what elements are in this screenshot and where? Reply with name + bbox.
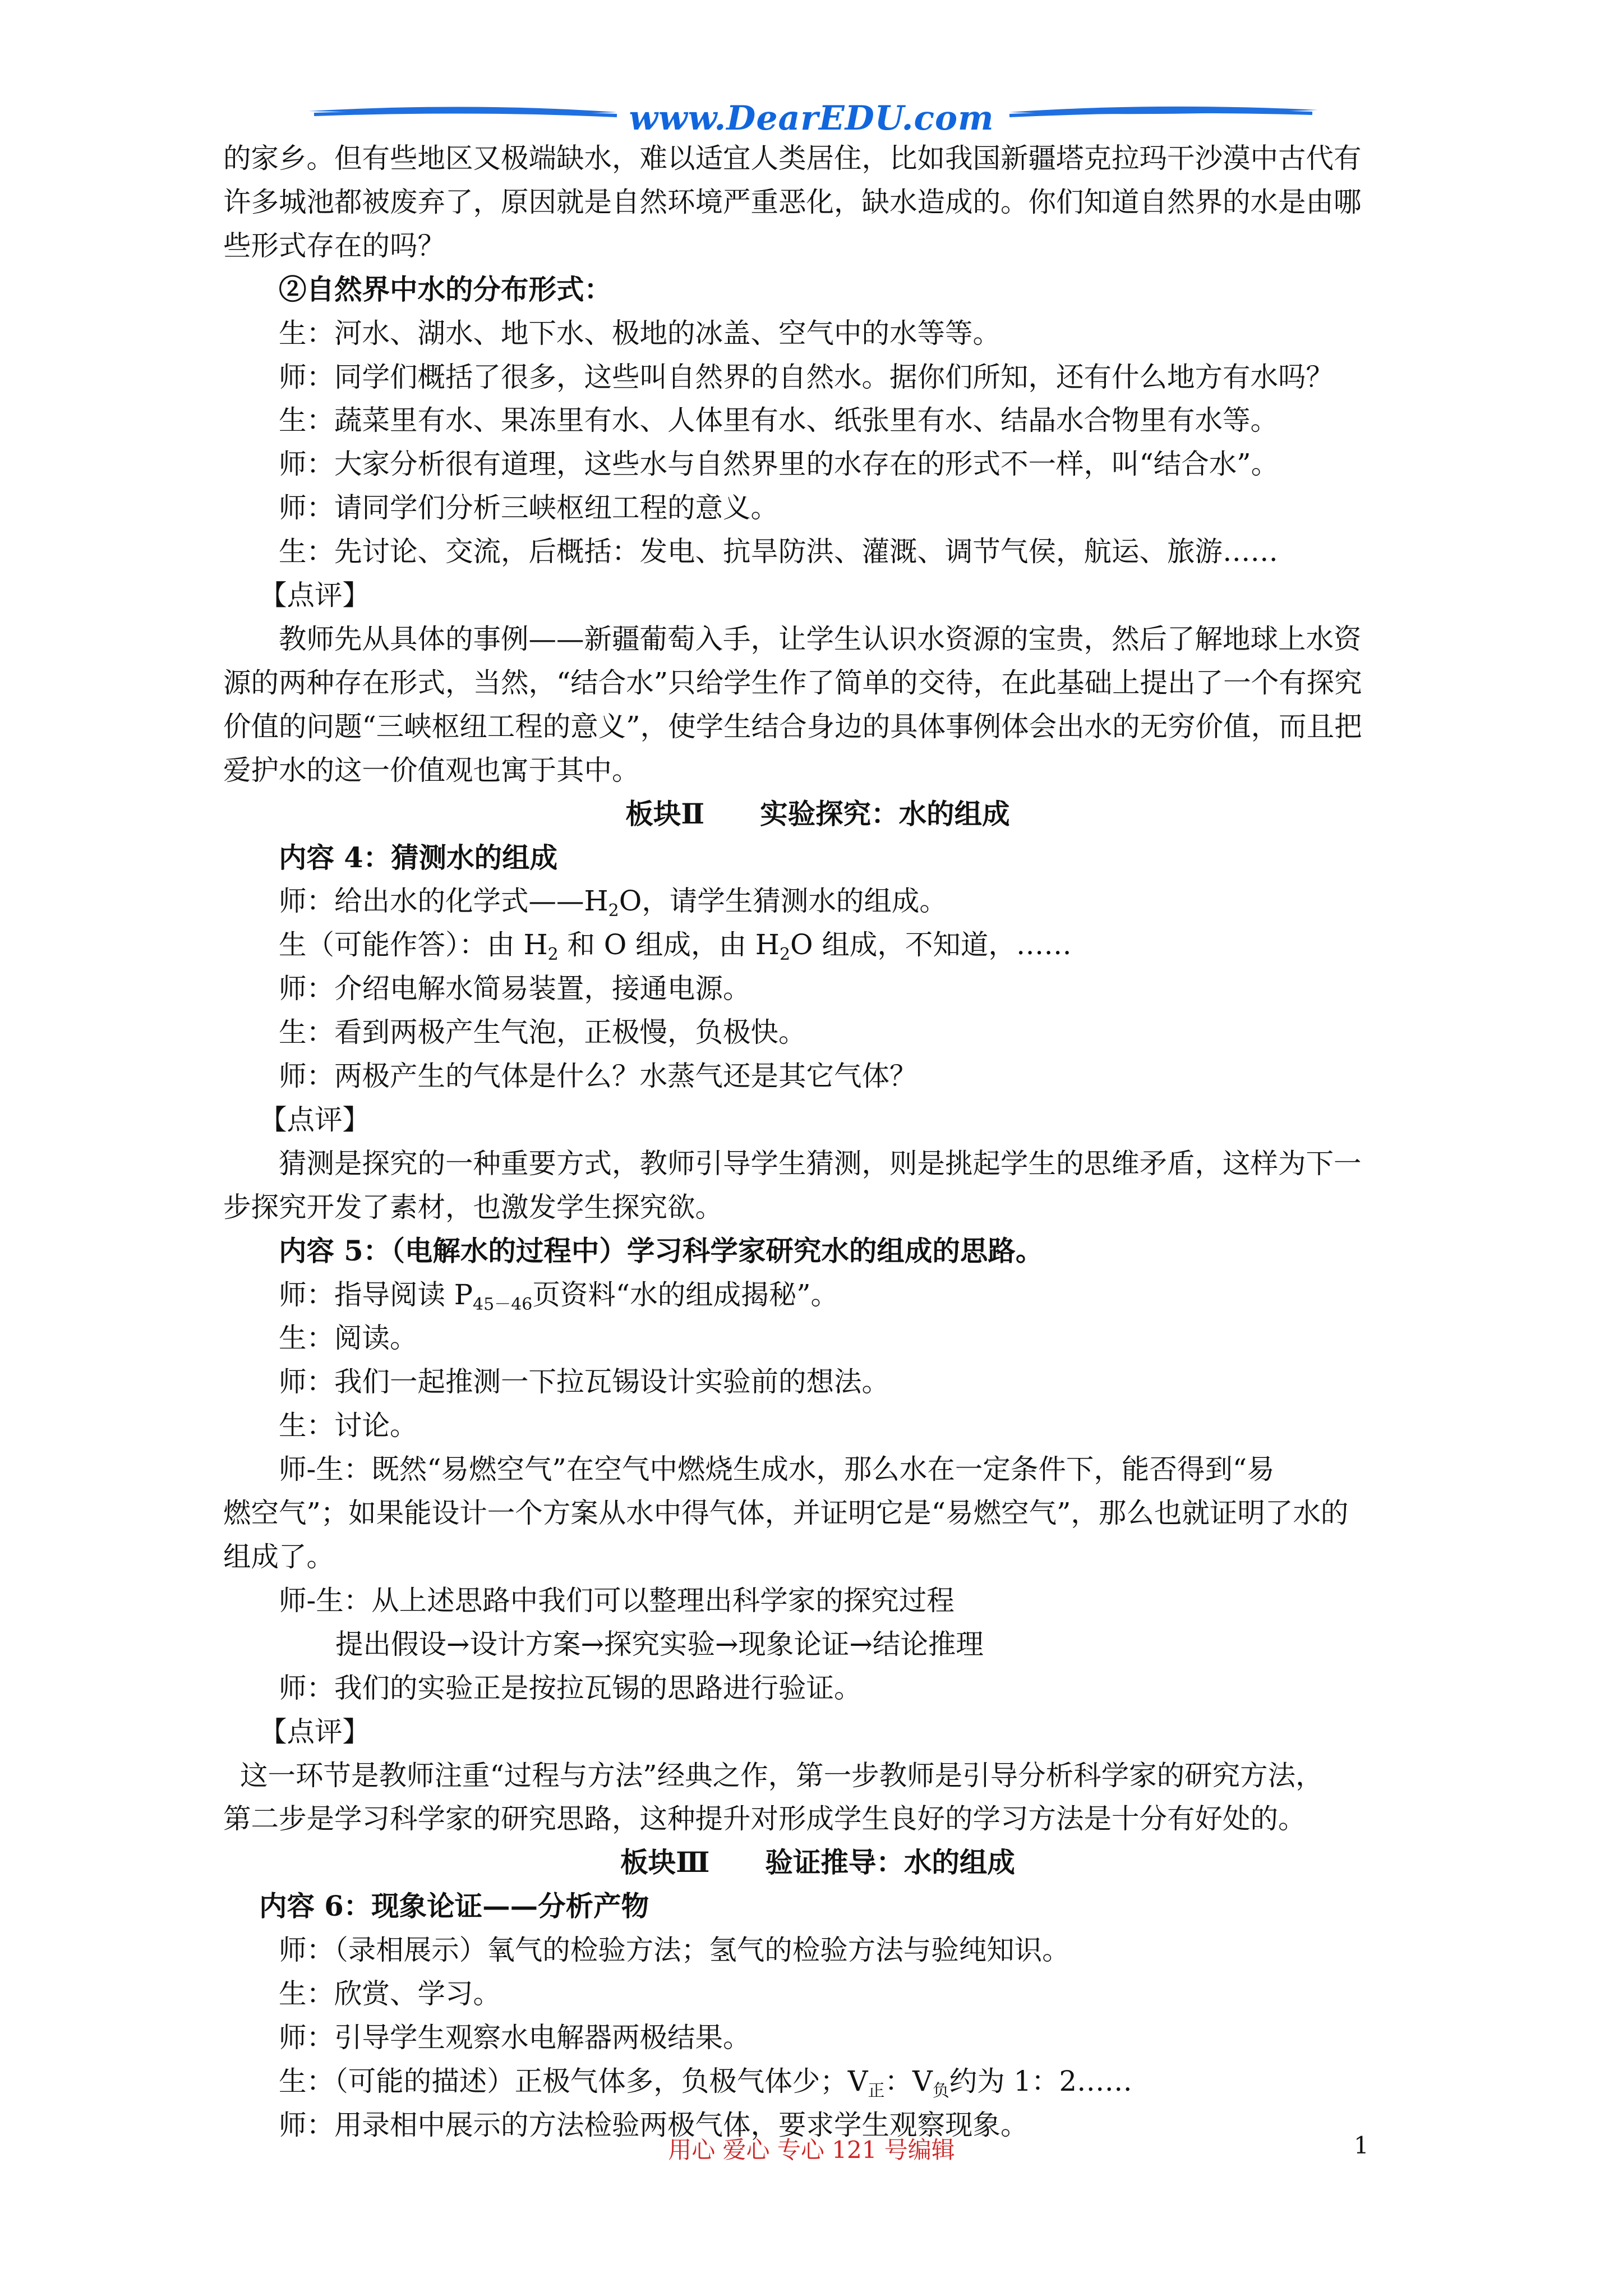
section-heading: 板块Ⅲ 验证推导：水的组成 xyxy=(620,1846,1015,1879)
comment-text: 价值的问题“三峡枢纽工程的意义”，使学生结合身边的具体事例体会出水的无穷价值，而且把 xyxy=(223,710,1362,743)
dialogue-line: 师：给出水的化学式$——H_2O$，请学生猜测水的组成。 xyxy=(279,885,947,921)
comment-label: 【点评】 xyxy=(259,579,370,612)
dialogue-line: 生：欣赏、学习。 xyxy=(279,1977,501,2010)
dialogue-line: 师-生：既然“易燃空气”在空气中燃烧生成水，那么水在一定条件下，能否得到“易 xyxy=(279,1453,1275,1486)
dialogue-line: 师：同学们概括了很多，这些叫自然界的自然水。据你们所知，还有什么地方有水吗？ xyxy=(279,360,1334,393)
dialogue-line: 师：（录相展示）氧气的检验方法；氢气的检验方法与验纯知识。 xyxy=(279,1934,1070,1967)
content-heading: 内容 6：现象论证——分析产物 xyxy=(259,1890,649,1923)
document-body xyxy=(223,137,1412,2147)
comment-text: 源的两种存在形式，当然，“结合水”只给学生作了简单的交待，在此基础上提出了一个有探究 xyxy=(223,666,1362,699)
dialogue-line: 燃空气”；如果能设计一个方案从水中得气体，并证明它是“易燃空气”，那么也就证明了水的 xyxy=(223,1497,1349,1530)
dialogue-line: 师：指导阅读 $P_{45-46}$页资料“水的组成揭秘”。 xyxy=(279,1278,839,1314)
comment-label: 【点评】 xyxy=(259,1715,370,1748)
comment-text: 步探究开发了素材，也激发学生探究欲。 xyxy=(223,1190,723,1223)
dialogue-line: 师：我们一起推测一下拉瓦锡设计实验前的想法。 xyxy=(279,1365,889,1398)
dialogue-line: 生：先讨论、交流，后概括：发电、抗旱防洪、灌溉、调节气侯，航运、旅游…… xyxy=(279,535,1278,568)
dialogue-line: 师：我们的实验正是按拉瓦锡的思路进行验证。 xyxy=(279,1671,862,1704)
site-logo[interactable]: www.DearEDU.com xyxy=(629,99,994,138)
comment-label: 【点评】 xyxy=(259,1103,370,1136)
dialogue-line: 生：河水、湖水、地下水、极地的冰盖、空气中的水等等。 xyxy=(279,316,1000,349)
comment-text: 爱护水的这一价值观也寓于其中。 xyxy=(223,753,640,786)
text-line: 些形式存在的吗？ xyxy=(223,229,445,262)
dialogue-line: 师：大家分析很有道理，这些水与自然界里的水存在的形式不一样，叫“结合水”。 xyxy=(279,448,1279,481)
comment-text: 第二步是学习科学家的研究思路，这种提升对形成学生良好的学习方法是十分有好处的。 xyxy=(223,1802,1306,1835)
content-heading: 内容 5：（电解水的过程中）学习科学家研究水的组成的思路。 xyxy=(279,1234,1044,1267)
process-flow: 提出假设→设计方案→探究实验→现象论证→结论推理 xyxy=(335,1627,984,1660)
content-heading: 内容 4：猜测水的组成 xyxy=(279,841,558,874)
dialogue-line: 生：（可能的描述）正极气体多，负极气体少；$V_正$：$V_负$约为 1：2…… xyxy=(279,2064,1132,2101)
dialogue-line: 师：介绍电解水简易装置，接通电源。 xyxy=(279,972,751,1005)
dialogue-line: 师：请同学们分析三峡枢纽工程的意义。 xyxy=(279,491,778,524)
text-line: 的家乡。但有些地区又极端缺水，难以适宜人类居住，比如我国新疆塔克拉玛干沙漠中古代有 xyxy=(223,142,1362,174)
footer-text: 用心 爱心 专心 121 号编辑 xyxy=(668,2136,955,2164)
dialogue-line: 生：看到两极产生气泡，正极慢，负极快。 xyxy=(279,1016,806,1049)
comment-text: 这一环节是教师注重“过程与方法”经典之作，第一步教师是引导分析科学家的研究方法， xyxy=(240,1759,1324,1792)
comment-text: 教师先从具体的事例——新疆葡萄入手，让学生认识水资源的宝贵，然后了解地球上水资 xyxy=(279,622,1362,655)
text-line: 许多城池都被废弃了，原因就是自然环境严重恶化，缺水造成的。你们知道自然界的水是由哪 xyxy=(223,185,1362,218)
dialogue-line: 生（可能作答）：由 $H_2$ 和 O 组成，由 $H_2O$ 组成，不知道，…… xyxy=(279,928,1072,965)
dialogue-line: 师-生：从上述思路中我们可以整理出科学家的探究过程 xyxy=(279,1584,955,1617)
section-subheading: ②自然界中水的分布形式： xyxy=(279,273,612,306)
dialogue-line: 生：讨论。 xyxy=(279,1409,418,1442)
page-header xyxy=(0,0,1623,146)
dialogue-line: 生：阅读。 xyxy=(279,1322,418,1355)
dialogue-line: 生：蔬菜里有水、果冻里有水、人体里有水、纸张里有水、结晶水合物里有水等。 xyxy=(279,404,1278,437)
dialogue-line: 师：引导学生观察水电解器两极结果。 xyxy=(279,2021,751,2054)
dialogue-line: 组成了。 xyxy=(223,1540,334,1573)
dialogue-line: 师：用录相中展示的方法检验两极气体，要求学生观察现象。 xyxy=(279,2108,1029,2141)
comment-text: 猜测是探究的一种重要方式，教师引导学生猜测，则是挑起学生的思维矛盾，这样为下一 xyxy=(279,1147,1362,1180)
section-heading: 板块Ⅱ 实验探究：水的组成 xyxy=(625,797,1010,830)
dialogue-line: 师：两极产生的气体是什么？水蒸气还是其它气体？ xyxy=(279,1060,917,1093)
page-number: 1 xyxy=(1354,2132,1369,2159)
